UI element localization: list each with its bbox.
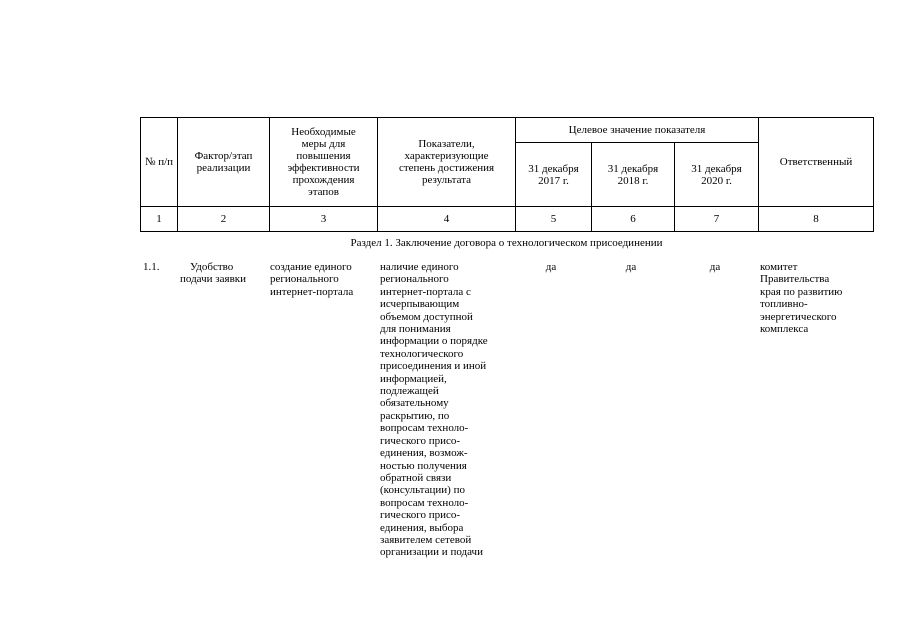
col-number-6: 6	[592, 207, 675, 232]
text-line: гического присо-	[380, 509, 461, 522]
col-number-7: 7	[675, 207, 759, 232]
text-line: прохождения	[292, 174, 355, 186]
row-value-2018: да	[625, 261, 637, 273]
text-line: регионального	[270, 273, 339, 286]
header-target: Целевое значение показателя	[516, 118, 759, 143]
text-line: края по развитию	[760, 285, 843, 298]
text-line: 31 декабря	[691, 162, 742, 175]
text-line: повышения	[296, 150, 351, 162]
text-line: ностью получения	[380, 459, 467, 472]
text-line: топливно-	[760, 298, 808, 311]
text-line: комплекса	[760, 323, 809, 336]
text-line: комитет	[760, 261, 798, 273]
text-line: 2018 г.	[617, 174, 649, 187]
text-line: 31 декабря	[528, 162, 579, 175]
indicators-table-header	[140, 117, 874, 232]
text-line: Удобство	[190, 261, 234, 273]
col-number-2: 2	[178, 207, 270, 232]
header-indicators	[378, 118, 516, 207]
text-line: объемом доступной	[380, 310, 473, 323]
text-line: эффективности	[287, 162, 360, 174]
text-line: исчерпывающим	[380, 298, 460, 311]
text-line: регионального	[380, 273, 449, 286]
text-line: информации о порядке	[380, 335, 488, 348]
text-line: создание единого	[270, 261, 352, 273]
text-line: интернет-портала с	[380, 285, 471, 298]
text-line: информацией,	[380, 372, 447, 385]
text-line: результата	[421, 174, 472, 186]
text-line: 31 декабря	[607, 162, 659, 175]
text-line: раскрытию, по	[380, 409, 450, 422]
col-number-8: 8	[759, 207, 874, 232]
text-line: единения, возмож-	[380, 447, 468, 460]
text-line: меры для	[301, 138, 346, 150]
column-numbers-row	[141, 207, 874, 232]
section-title: Раздел 1. Заключение договора о технологическом присоединении	[350, 237, 663, 249]
text-line: этапов	[308, 186, 339, 198]
text-line: присоединения и иной	[380, 360, 487, 373]
row-factor	[178, 261, 270, 286]
text-line: гического присо-	[380, 434, 461, 447]
header-year-2017	[516, 143, 592, 207]
text-line: заявителем сетевой	[380, 533, 472, 546]
text-line: подлежащей	[380, 385, 439, 398]
text-line: Показатели,	[418, 138, 475, 150]
text-line: Необходимые	[291, 126, 356, 138]
text-line: вопросам техноло-	[380, 422, 469, 435]
row-measures	[270, 261, 378, 298]
header-year-2018	[592, 143, 675, 207]
text-line: для понимания	[380, 323, 451, 336]
header-measures	[270, 118, 378, 207]
row-responsible	[760, 261, 872, 335]
header-responsible: Ответственный	[759, 118, 874, 207]
text-line: единения, выбора	[380, 521, 464, 534]
header-num: № п/п	[141, 118, 178, 207]
row-value-2017: да	[545, 261, 557, 273]
text-line: организации и подачи	[380, 546, 483, 559]
col-number-4: 4	[378, 207, 516, 232]
text-line: вопросам техноло-	[380, 496, 469, 509]
text-line: наличие единого	[380, 261, 459, 273]
text-line: 2017 г.	[538, 174, 569, 187]
header-year-2020	[675, 143, 759, 207]
col-number-1: 1	[141, 207, 178, 232]
text-line: характеризующие	[404, 150, 489, 162]
text-line: обратной связи	[380, 471, 452, 484]
row-value-2020: да	[709, 261, 721, 273]
col-number-5: 5	[516, 207, 592, 232]
text-line: технологического	[380, 347, 464, 360]
row-indicators	[380, 261, 508, 559]
text-line: обязательному	[380, 397, 449, 410]
header-factor: Фактор/этап реализации	[178, 118, 270, 207]
text-line: энергетического	[760, 310, 837, 323]
text-line: подачи заявки	[180, 273, 246, 286]
row-num: 1.1.	[143, 261, 160, 273]
text-line: степень достижения	[398, 162, 495, 174]
col-number-3: 3	[270, 207, 378, 232]
text-line: 2020 г.	[701, 174, 732, 187]
text-line: (консультации) по	[380, 484, 465, 497]
text-line: Правительства	[760, 273, 830, 286]
text-line: интернет-портала	[270, 285, 354, 298]
